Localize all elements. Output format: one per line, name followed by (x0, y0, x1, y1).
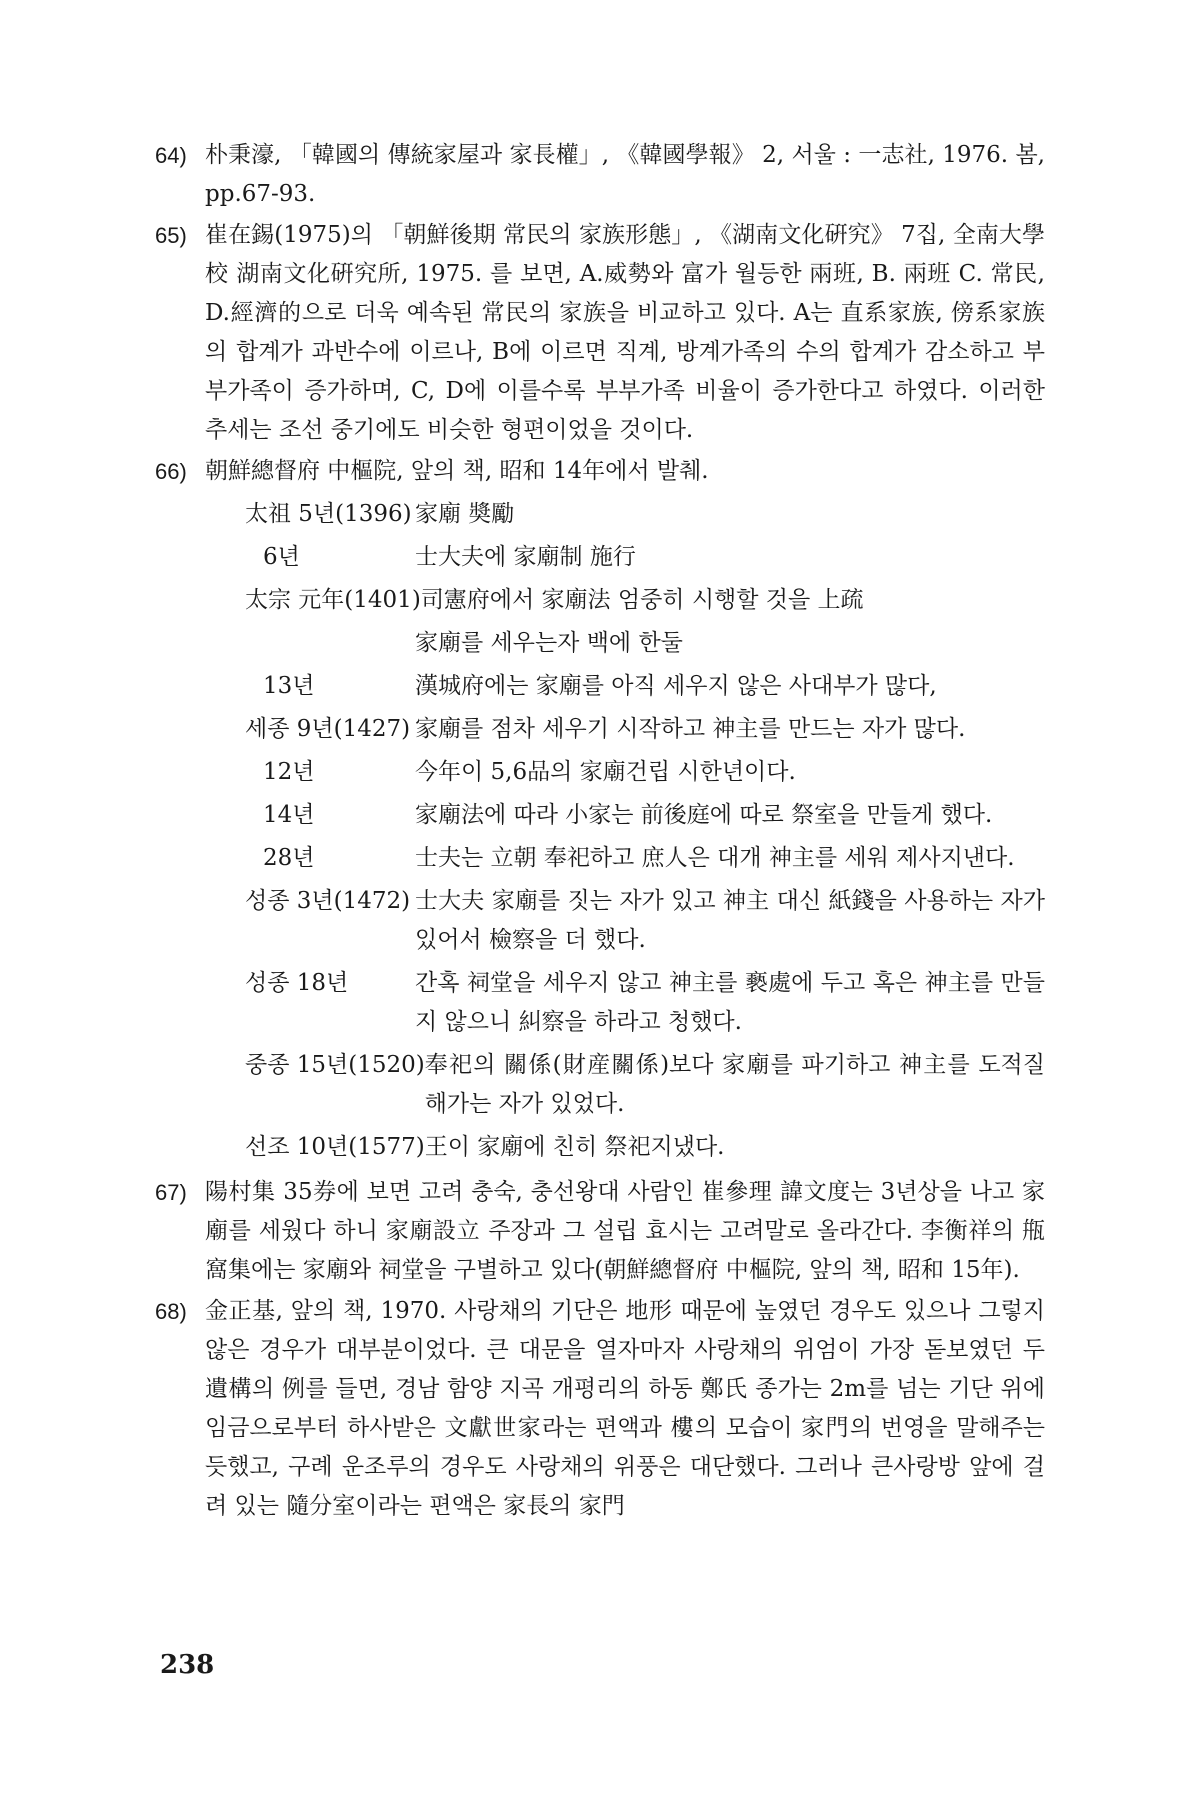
timeline-row (205, 581, 1045, 620)
timeline-date: 선조 10년(1577) (245, 1134, 425, 1160)
timeline-event: 漢城府에는 家廟를 아직 세우지 않은 사대부가 많다, (415, 673, 937, 699)
timeline-event: 家廟를 세우는자 백에 한둘 (415, 630, 683, 656)
timeline-row (205, 495, 1045, 534)
footnote-text: 陽村集 35券에 보면 고려 충숙, 충선왕대 사람인 崔參理 諱文度는 3년상을 나고 家廟를 세웠다 하니 家廟設立 주장과 그 설립 효시는 고려말로 올라간다. 李衡祥의 甁窩集에는 家廟와 祠堂을 구별하고 있다(朝鮮總督府 中樞院, 앞의 책, 昭和 15年). (205, 1179, 1045, 1283)
timeline-date: 13년 (263, 673, 315, 699)
timeline (205, 495, 1045, 1167)
timeline-date: 성종 3년(1472) (245, 888, 411, 914)
footnote-number: 64) (155, 143, 187, 168)
timeline-row (205, 538, 1045, 577)
timeline-event: 士大夫에 家廟制 施行 (415, 544, 636, 570)
timeline-row (205, 1128, 1045, 1167)
timeline-event: 家廟 奬勵 (415, 501, 515, 527)
timeline-row (205, 710, 1045, 749)
footnote-number: 68) (155, 1299, 187, 1324)
timeline-date: 28년 (263, 845, 315, 871)
timeline-row (205, 882, 1045, 960)
timeline-event: 家廟를 점차 세우기 시작하고 神主를 만드는 자가 많다. (415, 716, 966, 742)
timeline-event: 士夫는 立朝 奉祀하고 庶人은 대개 神主를 세워 제사지낸다. (415, 845, 1015, 871)
timeline-row (205, 624, 1045, 663)
timeline-row (205, 796, 1045, 835)
footnote-68 (155, 1292, 1045, 1526)
timeline-event: 司憲府에서 家廟法 엄중히 시행할 것을 上疏 (420, 587, 864, 613)
timeline-row (205, 753, 1045, 792)
page-number: 238 (160, 1650, 215, 1680)
timeline-event: 今年이 5,6品의 家廟건립 시한년이다. (415, 759, 796, 785)
timeline-date: 중종 15년(1520) (245, 1052, 425, 1078)
timeline-row (205, 1046, 1045, 1124)
timeline-event: 王이 家廟에 친히 祭祀지냈다. (424, 1134, 725, 1160)
footnote-65 (155, 216, 1045, 450)
timeline-date: 성종 18년 (245, 970, 349, 996)
timeline-date: 14년 (263, 802, 315, 828)
timeline-date: 太祖 5년(1396) (245, 501, 412, 527)
timeline-row (205, 667, 1045, 706)
timeline-event: 간혹 祠堂을 세우지 않고 神主를 褻處에 두고 혹은 神主를 만들지 않으니 糾察을 하라고 청했다. (415, 970, 1045, 1035)
timeline-date: 太宗 元年(1401) (245, 587, 421, 613)
footnotes (155, 136, 1045, 1528)
timeline-row (205, 839, 1045, 878)
footnote-text: 金正基, 앞의 책, 1970. 사랑채의 기단은 地形 때문에 높였던 경우도 있으나 그렇지 않은 경우가 대부분이었다. 큰 대문을 열자마자 사랑채의 위엄이 가장 돋보였던 두 遺構의 例를 들면, 경남 함양 지곡 개평리의 하동 鄭氏 종가는 2m를 넘는 기단 위에 임금으로부터 하사받은 文獻世家라는 편액과 樓의 모습이 家門의 번영을 말해주는 듯했고, 구례 운조루의 경우도 사랑채의 위풍은 대단했다. 그러나 큰사랑방 앞에 걸려 있는 隨分室이라는 편액은 家長의 家門 (205, 1298, 1045, 1519)
footnote-66 (155, 452, 1045, 1171)
footnote-text: 朴秉濠, 「韓國의 傳統家屋과 家長權」, 《韓國學報》 2, 서울 : 一志社, 1976. 봄, pp.67-93. (205, 142, 1045, 207)
timeline-row (205, 964, 1045, 1042)
timeline-event: 士大夫 家廟를 짓는 자가 있고 神主 대신 紙錢을 사용하는 자가 있어서 檢察을 더 했다. (415, 888, 1045, 953)
footnote-number: 65) (155, 223, 187, 248)
timeline-date: 6년 (263, 544, 300, 570)
footnote-text: 崔在錫(1975)의 「朝鮮後期 常民의 家族形態」, 《湖南文化硏究》 7집, 全南大學校 湖南文化硏究所, 1975. 를 보면, A.威勢와 富가 월등한 兩班, B. 兩班 C. 常民, D.經濟的으로 더욱 예속된 常民의 家族을 비교하고 있다. A는 直系家族, 傍系家族의 합계가 과반수에 이르나, B에 이르면 직계, 방계가족의 수의 합계가 감소하고 부부가족이 증가하며, C, D에 이를수록 부부가족 비율이 증가한다고 하였다. 이러한 추세는 조선 중기에도 비슷한 형편이었을 것이다. (205, 222, 1045, 443)
footnote-64 (155, 136, 1045, 214)
timeline-event: 奉祀의 關係(財産關係)보다 家廟를 파기하고 神主를 도적질 해가는 자가 있었다. (424, 1052, 1045, 1117)
timeline-date: 세종 9년(1427) (245, 716, 411, 742)
footnote-67 (155, 1173, 1045, 1290)
footnote-number: 67) (155, 1180, 187, 1205)
timeline-date: 12년 (263, 759, 315, 785)
timeline-event: 家廟法에 따라 小家는 前後庭에 따로 祭室을 만들게 했다. (415, 802, 993, 828)
footnote-number: 66) (155, 459, 187, 484)
footnote-text: 朝鮮總督府 中樞院, 앞의 책, 昭和 14年에서 발췌. (205, 458, 709, 484)
